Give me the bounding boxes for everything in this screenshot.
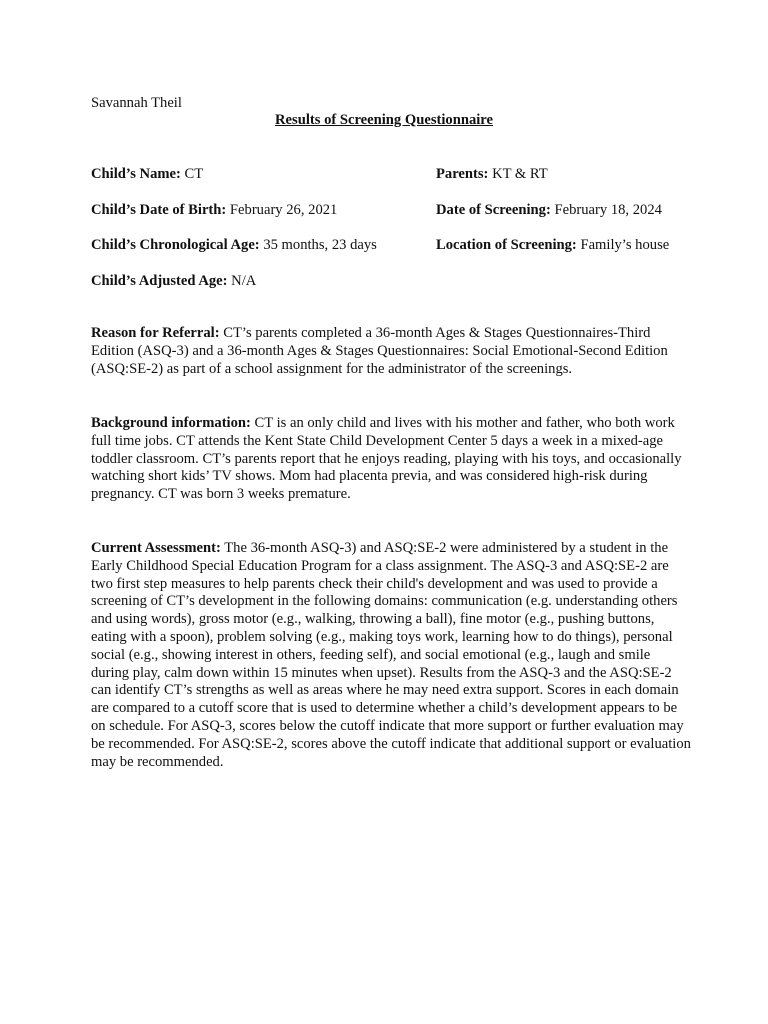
dob-value: February 26, 2021 (229, 202, 338, 218)
screening-date-value: February 18, 2024 (554, 202, 662, 218)
screening-date-label: Date of Screening: (436, 202, 551, 218)
adjusted-age-label: Child’s Adjusted Age: (91, 273, 228, 289)
child-name-label: Child’s Name: (91, 166, 181, 182)
background-heading: Background information: (91, 415, 251, 431)
referral-heading: Reason for Referral: (91, 325, 220, 341)
assessment-section (91, 540, 691, 771)
adjusted-age-field (91, 272, 256, 290)
chrono-age-label: Child’s Chronological Age: (91, 237, 260, 253)
location-field (436, 236, 669, 254)
assessment-heading: Current Assessment: (91, 540, 221, 556)
parents-field (436, 165, 548, 183)
referral-section (91, 325, 691, 378)
screening-date-field (436, 201, 662, 219)
adjusted-age-value: N/A (231, 273, 257, 289)
assessment-text: The 36-month ASQ-3) and ASQ:SE-2 were administered by a student in the Early Childhood Special Education Program for a class assignment. The ASQ-3 and ASQ:SE-2 are two first step measures to help parents check their child's development and was used to provide a screening of CT’s development in the following domains: communication (e.g. understanding others and using words), gross motor (e.g., walking, throwing a ball), fine motor (e.g., pushing buttons, eating with a spoon), problem solving (e.g., making toys work, learning how to do things), personal social (e.g., showing interest in others, feeding self), and social emotional (e.g., laugh and smile during play, calm down within 15 minutes when upset). Results from the ASQ-3 and the ASQ:SE-2 can identify CT’s strengths as well as areas where he may need extra support. Scores in each domain are compared to a cutoff score that is used to determine whether a child’s development appears to be on schedule. For ASQ-3, scores below the cutoff indicate that more support or further evaluation may be recommended. For ASQ:SE-2, scores above the cutoff indicate that additional support or evaluation may be recommended. (91, 540, 691, 770)
background-section (91, 415, 691, 504)
document-title: Results of Screening Questionnaire (275, 112, 493, 128)
location-label: Location of Screening: (436, 237, 577, 253)
author-name: Savannah Theil (91, 95, 182, 111)
parents-label: Parents: (436, 166, 489, 182)
referral-text: CT’s parents completed a 36-month Ages & Stages Questionnaires-Third Edition (ASQ-3) and a 36-month Ages & Stages Questionnaires: Social Emotional-Second Edition (ASQ:SE-2) as part of a school assignment for the administrator of the screenings. (91, 325, 668, 377)
location-value: Family’s house (580, 237, 670, 253)
dob-label: Child’s Date of Birth: (91, 202, 227, 218)
chrono-age-value: 35 months, 23 days (263, 237, 377, 253)
child-name-value: CT (184, 166, 204, 182)
child-name-field (91, 165, 203, 183)
background-text: CT is an only child and lives with his mother and father, who both work full time jobs. CT attends the Kent State Child Development Center 5 days a week in a mixed-age toddler classroom. CT’s parents report that he enjoys reading, playing with his toys, and occasionally watching short kids’ TV shows. Mom had placenta previa, and was considered high-risk during pregnancy. CT was born 3 weeks premature. (91, 415, 682, 503)
parents-value: KT & RT (492, 166, 548, 182)
dob-field (91, 201, 337, 219)
chrono-age-field (91, 236, 377, 254)
